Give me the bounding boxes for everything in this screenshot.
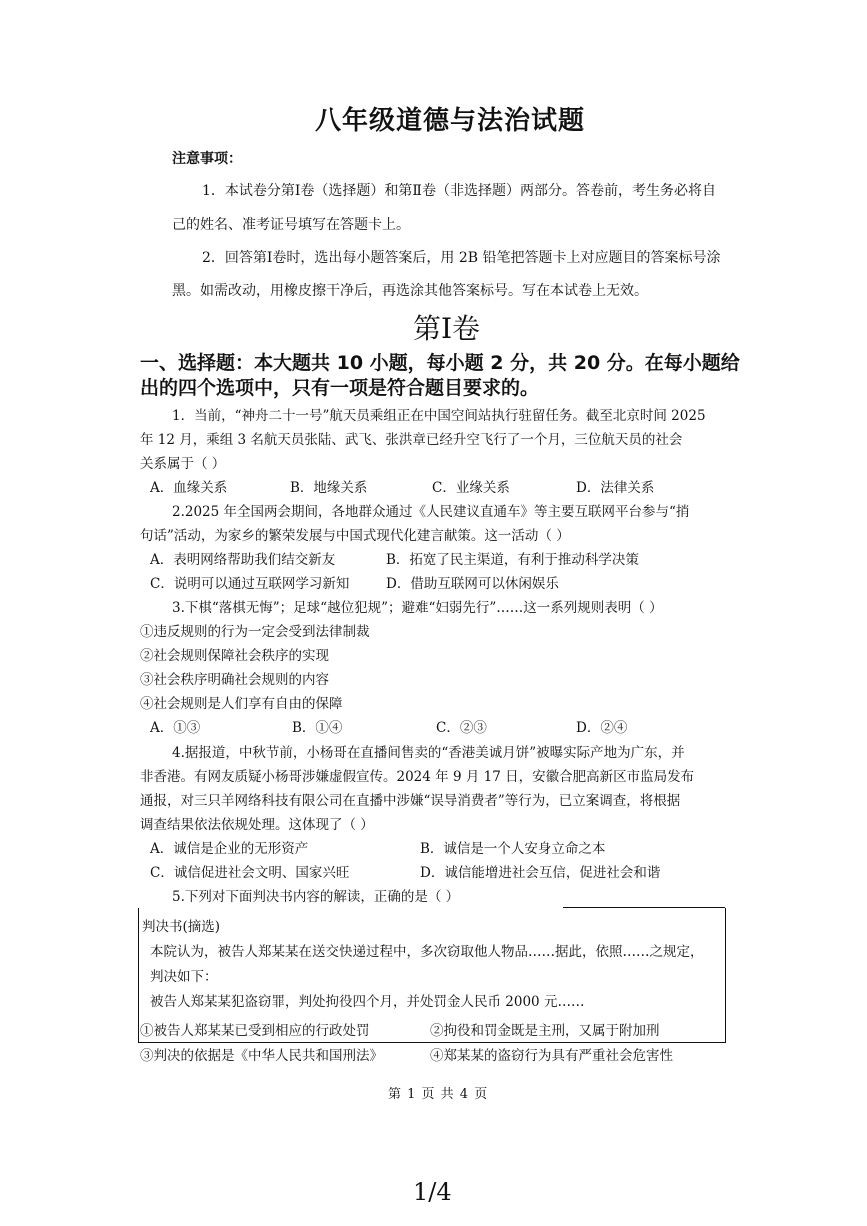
question-text: 通报，对三只羊网络科技有限公司在直播中涉嫌“误导消费者”等行为，已立案调查，将根据 xyxy=(140,793,681,809)
statement-item: ①被告人郑某某已受到相应的行政处罚 xyxy=(140,1023,370,1039)
statement-item: ①违反规则的行为一定会受到法律制裁 xyxy=(140,624,370,640)
statement-item: ②社会规则保障社会秩序的实现 xyxy=(140,648,329,664)
option: C．业缘关系 xyxy=(432,480,510,496)
page-footer: 第 1 页 共 4 页 xyxy=(388,1087,489,1102)
question-text: 非香港。有网友质疑小杨哥涉嫌虚假宣传。2024 年 9 月 17 日，安徽合肥高新区市监局发布 xyxy=(140,769,695,785)
question-text: 1．当前，“神舟二十一号”航天员乘组正在中国空间站执行驻留任务。截至北京时间 2025 xyxy=(172,408,706,424)
option: D．诚信能增进社会互信，促进社会和谐 xyxy=(420,865,661,881)
option: D．②④ xyxy=(576,720,628,736)
page-indicator: 1/4 xyxy=(413,1178,452,1206)
question-text: 调查结果依法依规处理。这体现了（ ） xyxy=(140,817,374,833)
judgment-line: 本院认为，被告人郑某某在送交快递过程中，多次窃取他人物品……据此，依照……之规定， xyxy=(150,944,704,960)
notice-heading: 注意事项： xyxy=(172,151,242,167)
option: D．法律关系 xyxy=(576,480,655,496)
option: A．诚信是企业的无形资产 xyxy=(150,841,309,857)
section-heading: 出的四个选项中，只有一项是符合题目要求的。 xyxy=(140,377,540,399)
section-heading: 一、选择题：本大题共 10 小题，每小题 2 分，共 20 分。在每小题给 xyxy=(140,352,740,374)
question-text: 5.下列对下面判决书内容的解读，正确的是（ ） xyxy=(172,889,460,905)
question-text: 关系属于（ ） xyxy=(140,456,226,472)
option: C．说明可以通过互联网学习新知 xyxy=(150,576,350,592)
question-text: 2.2025 年全国两会期间，各地群众通过《人民建议直通车》等主要互联网平台参与“捎 xyxy=(172,504,690,520)
notice-line: 己的姓名、准考证号填写在答题卡上。 xyxy=(172,217,410,233)
exam-title: 八年级道德与法治试题 xyxy=(315,106,586,136)
question-text: 句话”活动，为家乡的繁荣发展与中国式现代化建言献策。这一活动（ ） xyxy=(140,528,570,544)
option: B．诚信是一个人安身立命之本 xyxy=(420,841,606,857)
notice-line: 1．本试卷分第Ⅰ卷（选择题）和第Ⅱ卷（非选择题）两部分。答卷前，考生务必将自 xyxy=(202,183,716,199)
option: B．拓宽了民主渠道，有利于推动科学决策 xyxy=(386,552,639,568)
judgment-line: 被告人郑某某犯盗窃罪，判处拘役四个月，并处罚金人民币 2000 元…… xyxy=(150,994,585,1010)
statement-item: ③判决的依据是《中华人民共和国刑法》 xyxy=(140,1048,383,1064)
judgment-heading: 判决书(摘选) xyxy=(142,919,221,935)
option: D．借助互联网可以休闲娱乐 xyxy=(386,576,559,592)
option: A．表明网络帮助我们结交新友 xyxy=(150,552,336,568)
judgment-line: 判决如下： xyxy=(150,969,218,985)
option: C．诚信促进社会文明、国家兴旺 xyxy=(150,865,350,881)
statement-item: ②拘役和罚金既是主刑，又属于附加刑 xyxy=(430,1023,660,1039)
notice-line: 2．回答第Ⅰ卷时，选出每小题答案后，用 2B 铅笔把答题卡上对应题目的答案标号涂 xyxy=(202,250,721,266)
question-text: 年 12 月，乘组 3 名航天员张陆、武飞、张洪章已经升空飞行了一个月，三位航天员的社会 xyxy=(140,432,683,448)
option: B．地缘关系 xyxy=(290,480,368,496)
box-border-top xyxy=(563,907,725,908)
volume-heading: 第Ⅰ卷 xyxy=(413,312,481,345)
statement-item: ④郑某某的盗窃行为具有严重社会危害性 xyxy=(430,1048,673,1064)
option: A．血缘关系 xyxy=(150,480,228,496)
statement-item: ④社会规则是人们享有自由的保障 xyxy=(140,696,343,712)
question-text: 3.下棋“落棋无悔”；足球“越位犯规”；避难“妇弱先行”……这一系列规则表明（ ） xyxy=(172,600,663,616)
option: B．①④ xyxy=(292,720,343,736)
option: C．②③ xyxy=(436,720,487,736)
statement-item: ③社会秩序明确社会规则的内容 xyxy=(140,672,329,688)
option: A．①③ xyxy=(150,720,201,736)
question-text: 4.据报道，中秋节前，小杨哥在直播间售卖的“香港美诚月饼”被曝实际产地为广东，并 xyxy=(172,745,685,761)
notice-line: 黑。如需改动，用橡皮擦干净后，再选涂其他答案标号。写在本试卷上无效。 xyxy=(172,283,648,299)
